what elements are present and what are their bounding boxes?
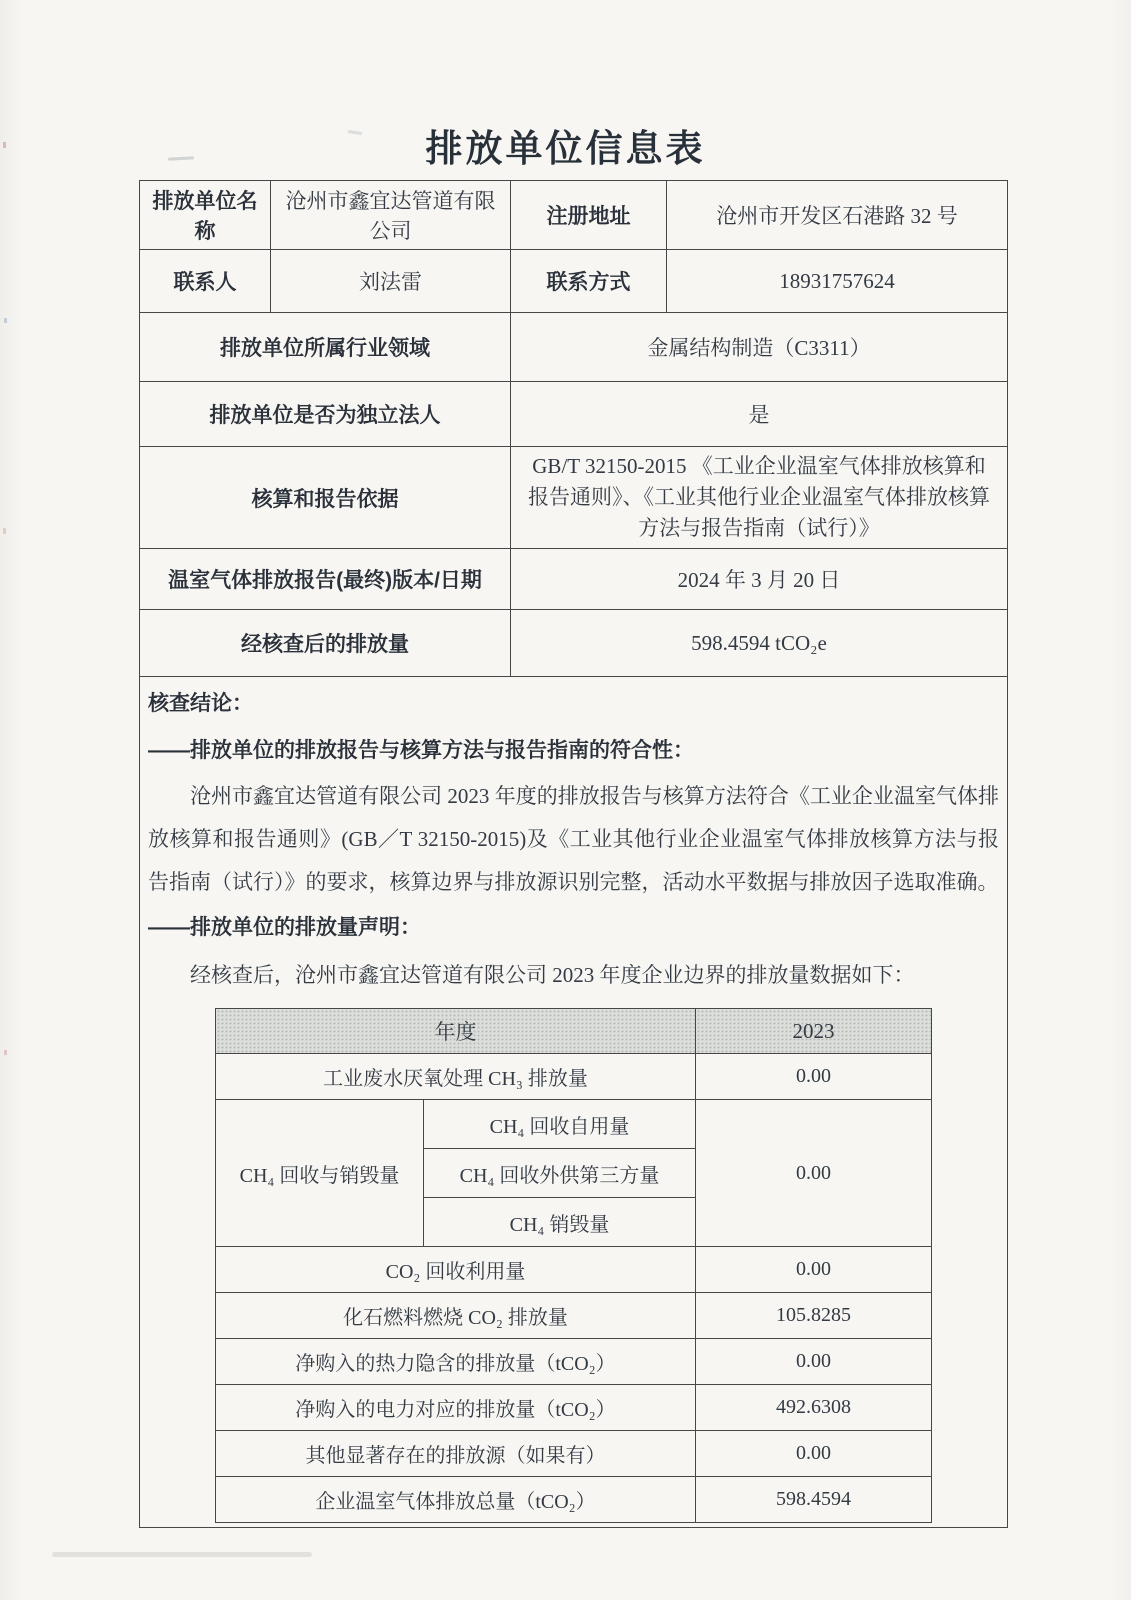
- accounting-basis-value: GB/T 32150-2015 《工业企业温室气体排放核算和报告通则》、《工业其他行业企业温室气体排放核算方法与报告指南（试行）》: [511, 447, 1008, 549]
- table-row: [216, 1247, 932, 1293]
- emission-table: [215, 1008, 932, 1523]
- page-title: 排放单位信息表: [425, 128, 706, 169]
- table-row: [216, 1339, 932, 1385]
- independent-legal-label: 排放单位是否为独立法人: [140, 382, 511, 447]
- table-row: [140, 181, 1008, 250]
- ch4-group-value: 0.00: [696, 1100, 932, 1247]
- table-row: [140, 382, 1008, 447]
- report-version-label: 温室气体排放报告(最终)版本/日期: [140, 549, 511, 610]
- industry-value: 金属结构制造（C3311）: [511, 313, 1008, 382]
- table-row: [216, 1431, 932, 1477]
- reg-address-value: 沧州市开发区石港路 32 号: [667, 181, 1008, 250]
- year-header-cell: 年度: [216, 1009, 696, 1054]
- scan-smudge: [52, 1552, 312, 1557]
- wastewater-ch-value: 0.00: [696, 1054, 932, 1100]
- wastewater-ch-label: 工业废水厌氧处理 CH₃ 排放量: [216, 1054, 696, 1100]
- co2-recovery-label: CO₂ 回收利用量: [216, 1247, 696, 1293]
- accounting-basis-label: 核算和报告依据: [140, 447, 511, 549]
- contact-value: 刘法雷: [271, 250, 511, 313]
- statement-heading: ——排放单位的排放量声明：: [148, 916, 421, 939]
- phone-label: 联系方式: [511, 250, 667, 313]
- table-row: [216, 1100, 932, 1149]
- table-row: [140, 610, 1008, 677]
- total-emission-value: 598.4594: [696, 1477, 932, 1523]
- ch4-self-use-label: CH₄ 回收自用量: [424, 1100, 696, 1149]
- verified-emission-label: 经核查后的排放量: [140, 610, 511, 677]
- table-row: [216, 1293, 932, 1339]
- contact-label: 联系人: [140, 250, 271, 313]
- fossil-fuel-label: 化石燃料燃烧 CO₂ 排放量: [216, 1293, 696, 1339]
- reg-address-label: 注册地址: [511, 181, 667, 250]
- other-sources-value: 0.00: [696, 1431, 932, 1477]
- ch4-third-party-label: CH₄ 回收外供第三方量: [424, 1149, 696, 1198]
- purchased-heat-label: 净购入的热力隐含的排放量（tCO₂）: [216, 1339, 696, 1385]
- table-row: [140, 313, 1008, 382]
- compliance-paragraph: 沧州市鑫宜达管道有限公司 2023 年度的排放报告与核算方法符合《工业企业温室气体排放核算和报告通则》(GB／T 32150-2015)及《工业其他行业企业温室气体排放核算方法与报告指南（试行）》的要求，核算边界与排放源识别完整，活动水平数据与排放因子选取准确。: [148, 784, 999, 894]
- fossil-fuel-value: 105.8285: [696, 1293, 932, 1339]
- conclusion-heading: 核查结论：: [148, 692, 253, 715]
- table-row: [140, 447, 1008, 549]
- table-row: [216, 1477, 932, 1523]
- info-table: [139, 180, 1008, 1528]
- phone-value: 18931757624: [667, 250, 1008, 313]
- other-sources-label: 其他显著存在的排放源（如果有）: [216, 1431, 696, 1477]
- verified-emission-value: 598.4594 tCO₂e: [511, 610, 1008, 677]
- unit-name-label: 排放单位名称: [140, 181, 271, 250]
- table-row: [140, 549, 1008, 610]
- purchased-electricity-value: 492.6308: [696, 1385, 932, 1431]
- independent-legal-value: 是: [511, 382, 1008, 447]
- table-row: [140, 250, 1008, 313]
- scan-speck: [3, 528, 6, 534]
- table-row: [216, 1385, 932, 1431]
- total-emission-label: 企业温室气体排放总量（tCO₂）: [216, 1477, 696, 1523]
- table-row: [216, 1054, 932, 1100]
- industry-label: 排放单位所属行业领域: [140, 313, 511, 382]
- statement-intro: 经核查后，沧州市鑫宜达管道有限公司 2023 年度企业边界的排放量数据如下：: [190, 963, 915, 987]
- co2-recovery-value: 0.00: [696, 1247, 932, 1293]
- purchased-heat-value: 0.00: [696, 1339, 932, 1385]
- compliance-heading: ——排放单位的排放报告与核算方法与报告指南的符合性：: [148, 739, 694, 762]
- unit-name-value: 沧州市鑫宜达管道有限公司: [271, 181, 511, 250]
- ch4-group-label: CH₄ 回收与销毁量: [216, 1100, 424, 1247]
- table-row: [140, 677, 1008, 1528]
- conclusion-cell: [140, 677, 1008, 1528]
- scan-speck: [4, 318, 7, 323]
- purchased-electricity-label: 净购入的电力对应的排放量（tCO₂）: [216, 1385, 696, 1431]
- year-value-header-cell: 2023: [696, 1009, 932, 1054]
- report-version-value: 2024 年 3 月 20 日: [511, 549, 1008, 610]
- emission-table-header-row: [216, 1009, 932, 1054]
- scan-speck: [4, 1050, 7, 1055]
- ch4-destroyed-label: CH₄ 销毁量: [424, 1198, 696, 1247]
